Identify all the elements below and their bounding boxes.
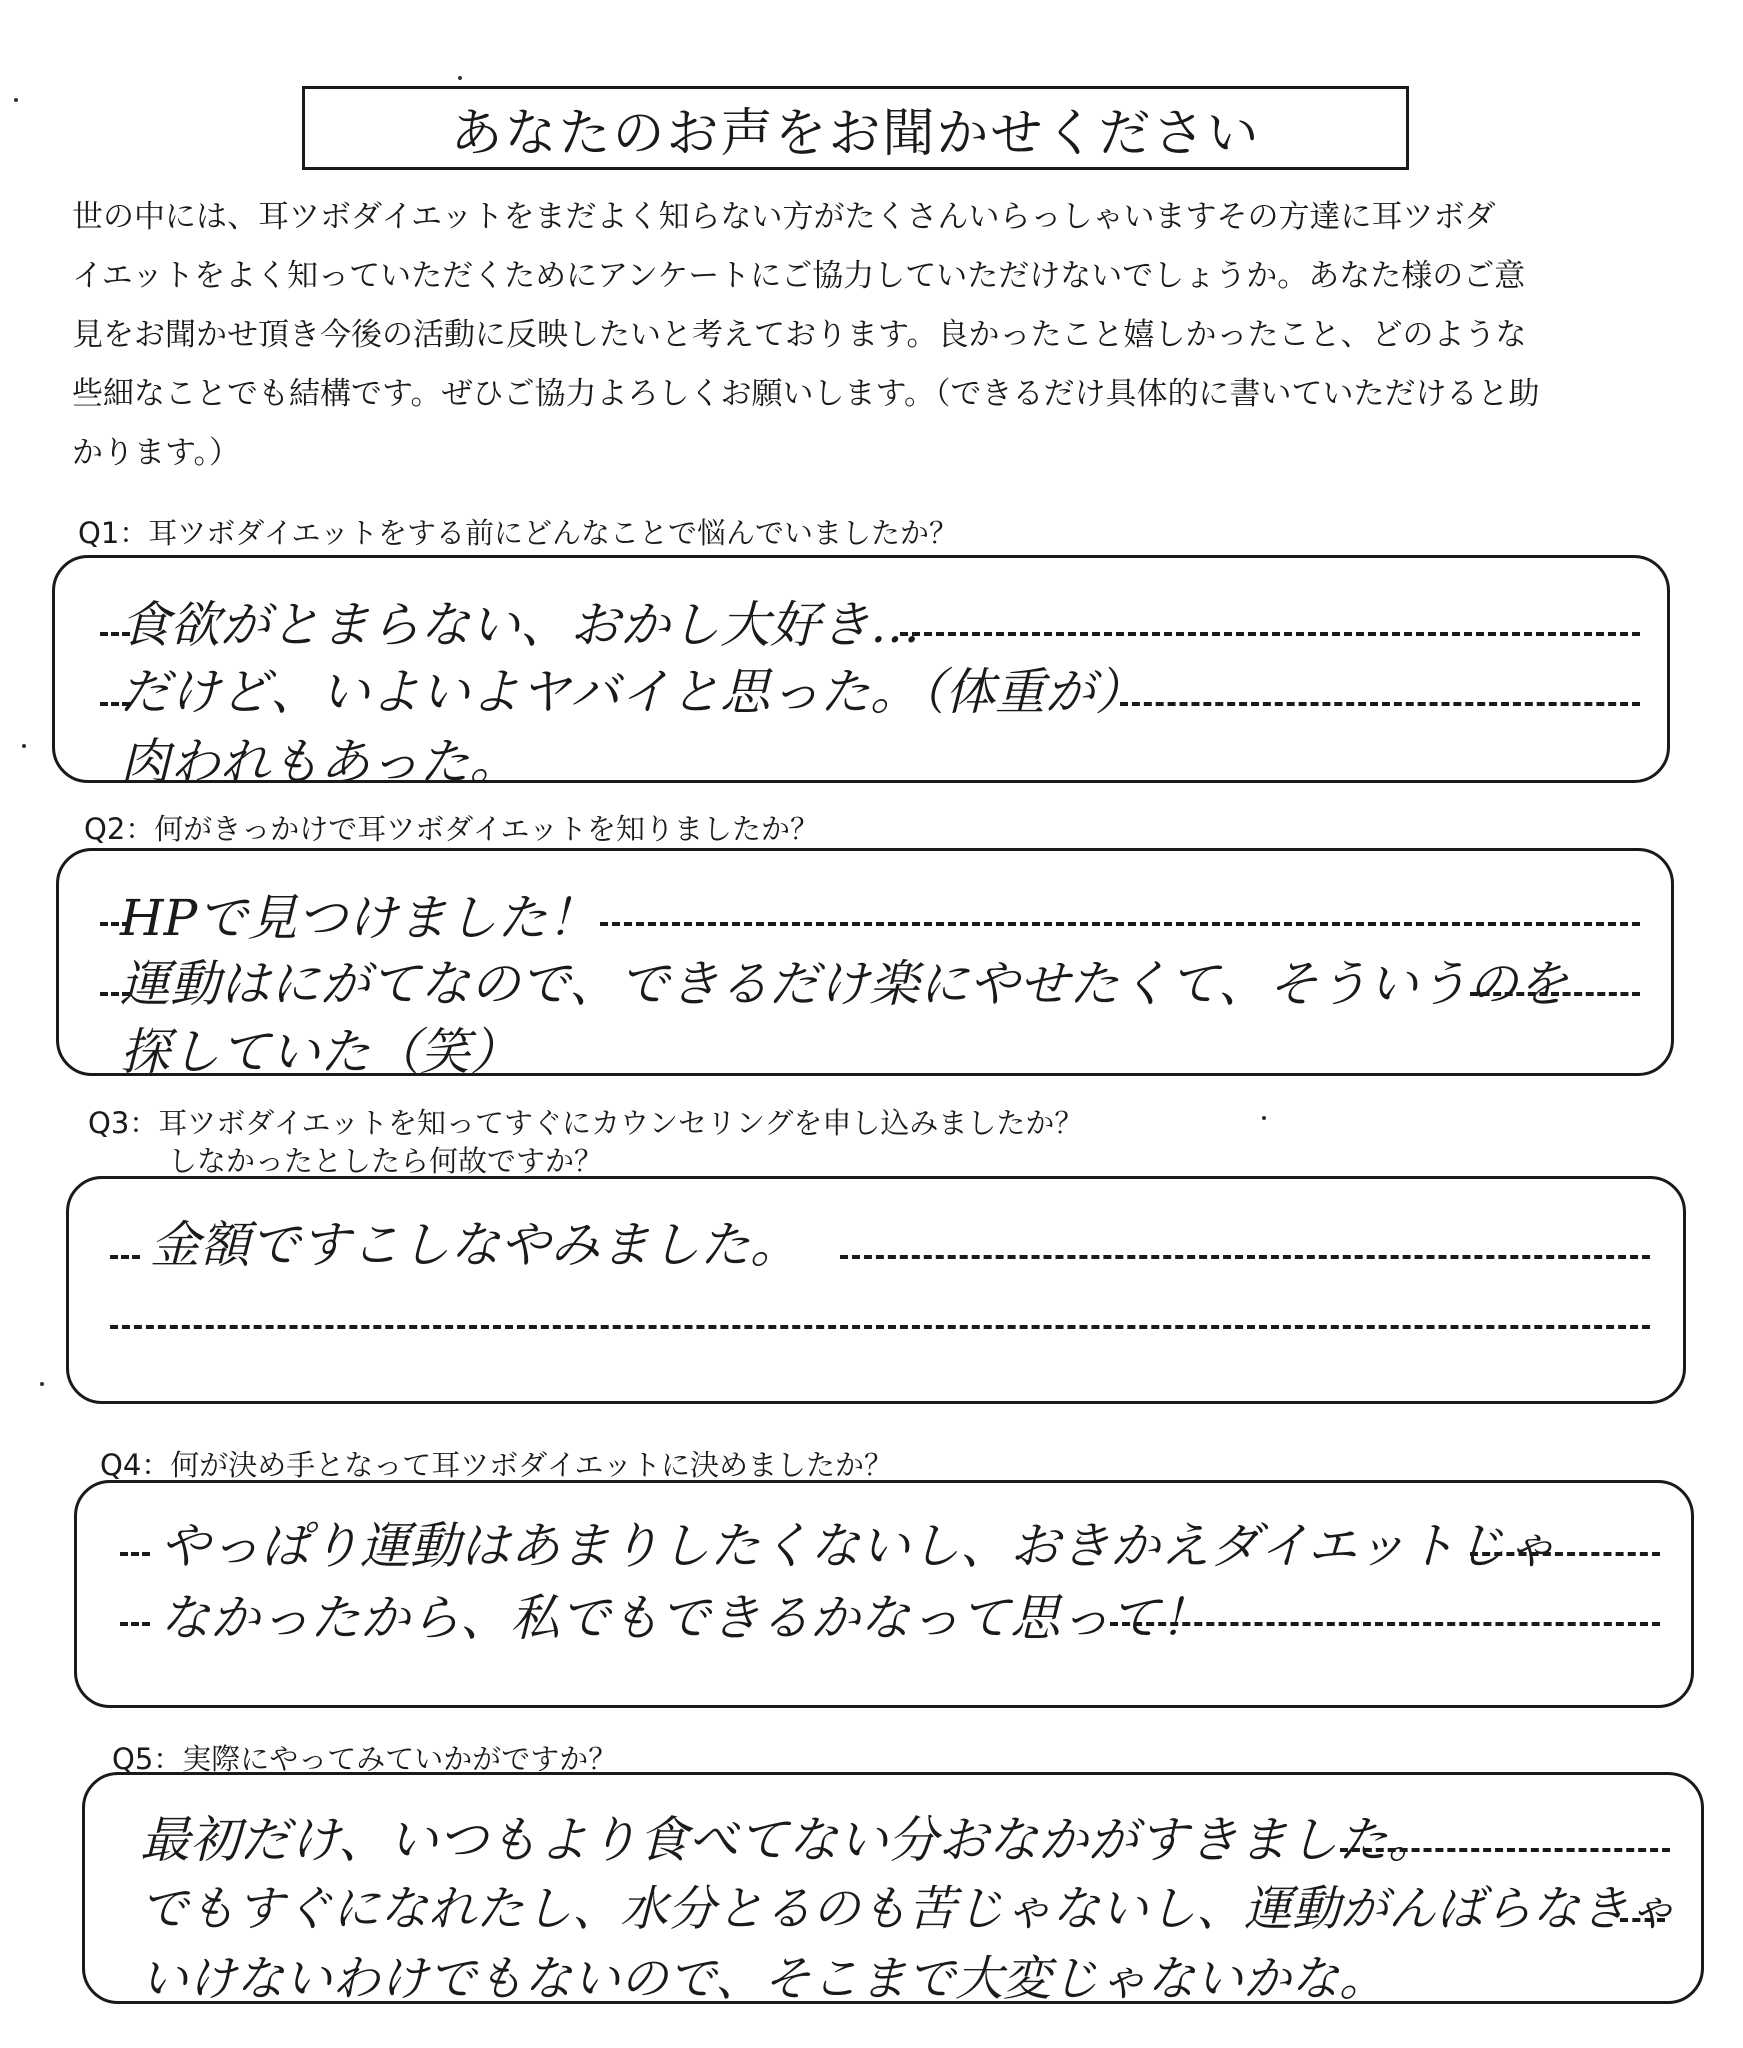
question-5: Q5：実際にやってみていかがですか？ [112, 1742, 618, 1776]
scan-speck [14, 98, 18, 102]
answer-line-dashes [120, 1622, 150, 1626]
question-3-sub: しなかったとしたら何故ですか？ [168, 1144, 604, 1178]
question-3: Q3：耳ツボダイエットを知ってすぐにカウンセリングを申し込みましたか？ [88, 1106, 1084, 1140]
scan-speck [40, 1382, 44, 1386]
answer-line-dashes [1120, 702, 1640, 706]
answer-line-dashes [1340, 1848, 1670, 1852]
intro-line: 世の中には、耳ツボダイエットをまだよく知らない方がたくさんいらっしゃいますその方達に耳ツボダ [72, 199, 1496, 235]
answer-4-line-1: やっぱり運動はあまりしたくないし、おきかえダイエットじゃ [160, 1517, 1556, 1575]
answer-2-line-1: HPで見つけました！ [120, 889, 598, 947]
intro-line: 見をお聞かせ頂き今後の活動に反映したいと考えております。良かったこと嬉しかったこと、どのような [72, 317, 1527, 353]
intro-text [72, 188, 1672, 483]
answer-5-line-2: でもすぐになれたし、水分とるのも苦じゃないし、運動がんばらなきゃ [140, 1881, 1677, 1937]
answer-line-dashes [1470, 992, 1640, 996]
answer-line-dashes [100, 992, 130, 996]
answer-1-line-3: 肉われもあった。 [120, 733, 520, 791]
answer-line-dashes [100, 702, 130, 706]
scan-speck [458, 76, 462, 80]
scan-speck [1262, 1116, 1266, 1120]
answer-line-dashes [1110, 1622, 1660, 1626]
answer-line-dashes [100, 632, 130, 636]
scan-speck [22, 744, 26, 748]
answer-2-line-2: 運動はにがてなので、できるだけ楽にやせたくて、そういうのを [120, 955, 1568, 1013]
question-2: Q2：何がきっかけで耳ツボダイエットを知りましたか？ [84, 812, 819, 846]
question-1: Q1：耳ツボダイエットをする前にどんなことで悩んでいましたか？ [78, 516, 958, 550]
title-box [302, 86, 1409, 170]
answer-line-dashes [1620, 1918, 1665, 1922]
answer-3-line-1: 金額ですこしなやみました。 [150, 1216, 800, 1274]
intro-line: かります。） [72, 435, 241, 471]
answer-1-line-2: だけど、いよいよヤバイと思った。（体重が） [120, 663, 1145, 721]
answer-line-dashes [110, 1255, 140, 1259]
answer-line-dashes [900, 632, 1640, 636]
answer-line-dashes [100, 922, 130, 926]
answer-line-dashes [110, 1325, 1650, 1329]
answer-line-dashes [120, 1552, 150, 1556]
answer-line-dashes [600, 922, 1640, 926]
answer-line-dashes [1470, 1552, 1660, 1556]
question-4: Q4：何が決め手となって耳ツボダイエットに決めましたか？ [100, 1448, 893, 1482]
answer-line-dashes [840, 1255, 1650, 1259]
answer-1-line-1: 食欲がとまらない、おかし大好き… [120, 596, 920, 654]
answer-2-line-3: 探していた（笑） [120, 1023, 520, 1081]
answer-5-line-1: 最初だけ、いつもより食べてない分おなかがすきました。 [140, 1811, 1438, 1869]
answer-4-line-2: なかったから、私でもできるかなって思って！ [160, 1589, 1210, 1647]
answer-5-line-3: いけないわけでもないので、そこまで大変じゃないかな。 [140, 1951, 1388, 2007]
intro-line: イエットをよく知っていただくためにアンケートにご協力していただけないでしょうか。あなた様のご意 [72, 258, 1526, 294]
intro-line: 些細なことでも結構です。ぜひご協力よろしくお願いします。（できるだけ具体的に書いていただけると助 [72, 376, 1540, 412]
page-title: あなたのお声をお聞かせください [450, 103, 1261, 164]
